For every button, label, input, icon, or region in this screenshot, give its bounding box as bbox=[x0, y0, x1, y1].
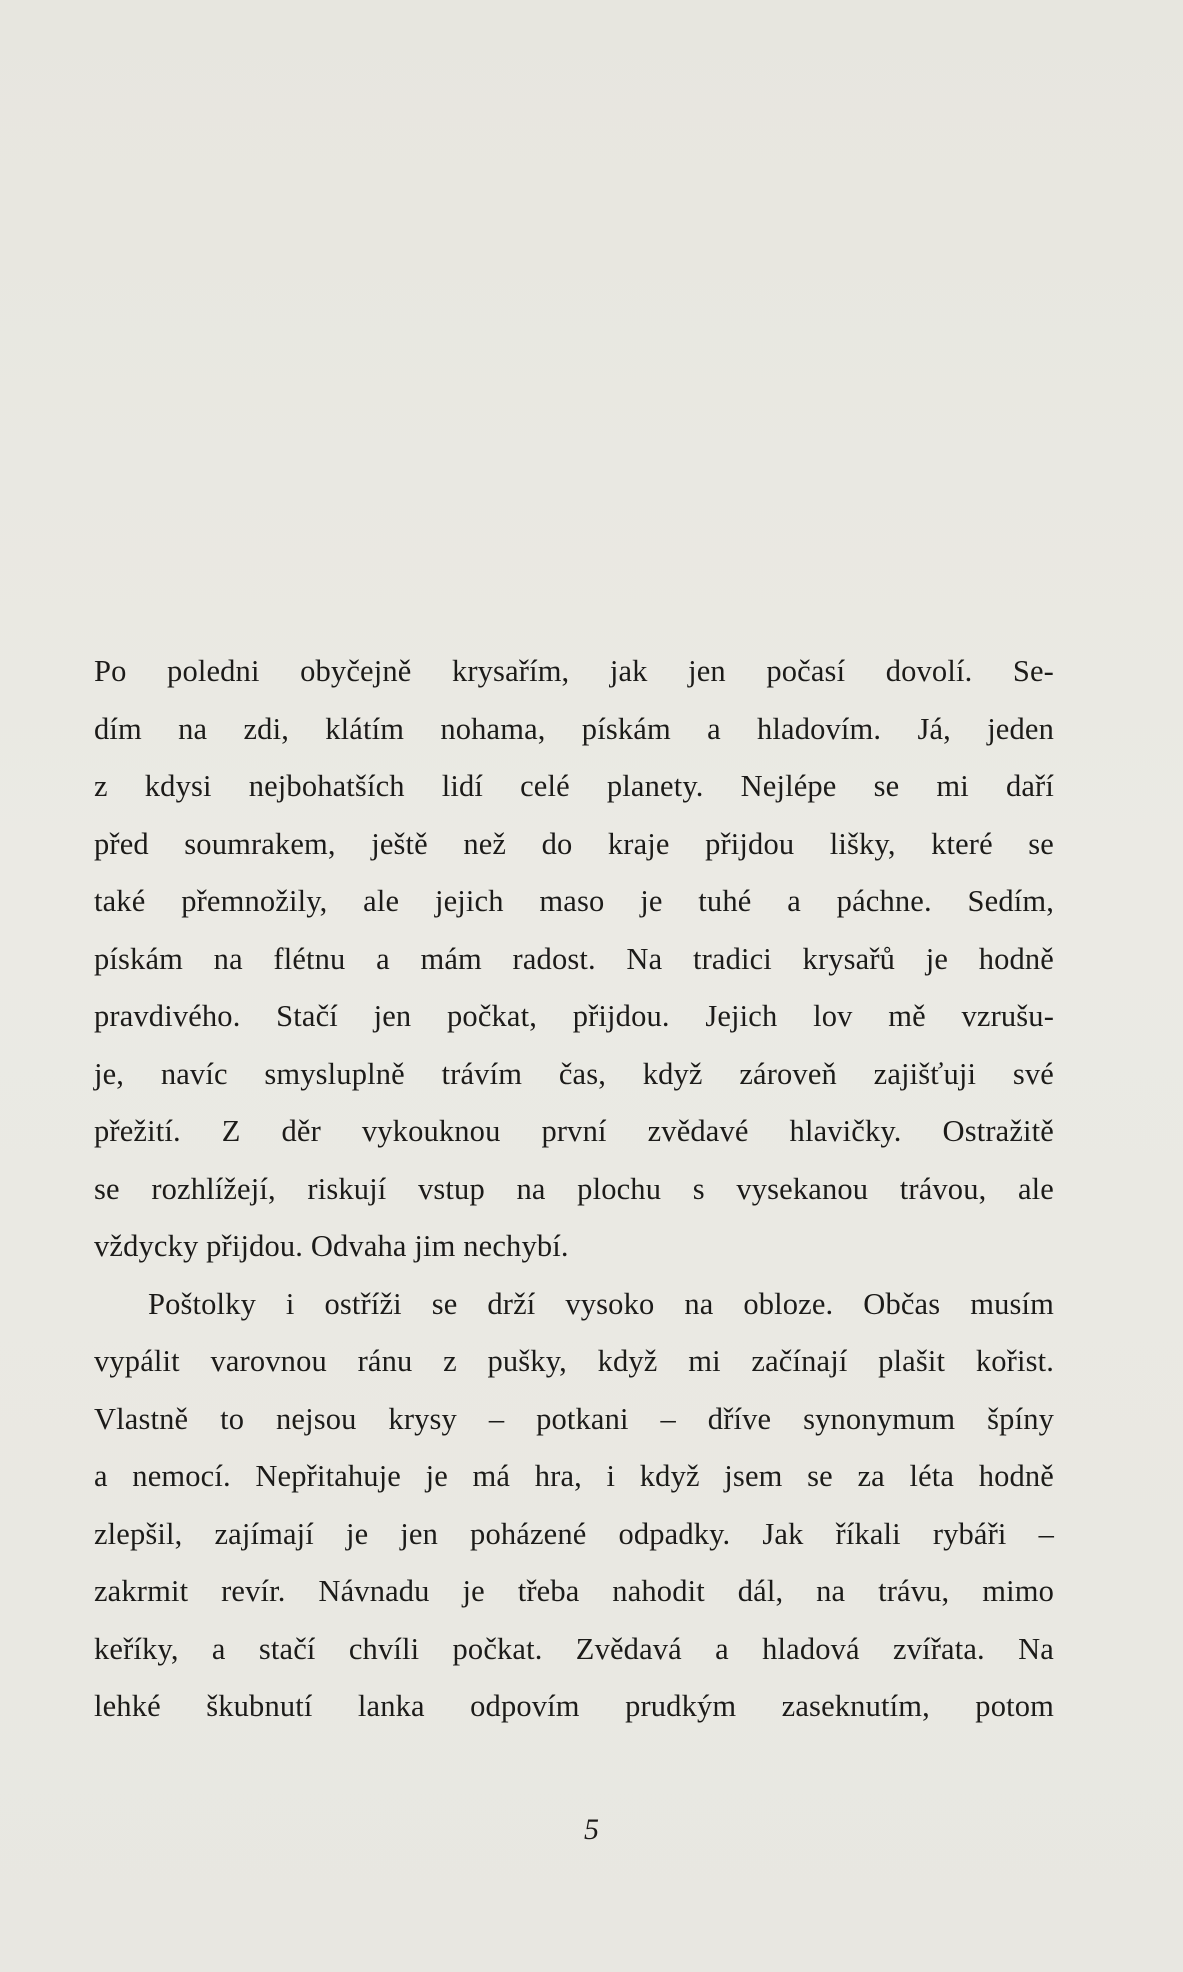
text-line: se rozhlížejí, riskují vstup na plochu s vysekanou trávou, ale bbox=[94, 1171, 1054, 1206]
text-line: Poštolky i ostříži se drží vysoko na obloze. Občas musím bbox=[148, 1286, 1054, 1321]
text-line: pravdivého. Stačí jen počkat, přijdou. Jejich lov mě vzrušu- bbox=[94, 999, 1054, 1033]
text-line: dím na zdi, klátím nohama, pískám a hladovím. Já, jeden bbox=[94, 711, 1054, 746]
text-line: zlepšil, zajímají je jen poházené odpadky. Jak říkali rybáři – bbox=[94, 1516, 1054, 1551]
text-line: před soumrakem, ještě než do kraje přijdou lišky, které se bbox=[94, 826, 1054, 861]
text-line: vždycky přijdou. Odvaha jim nechybí. bbox=[94, 1229, 569, 1263]
text-line: z kdysi nejbohatších lidí celé planety. Nejlépe se mi daří bbox=[94, 769, 1054, 803]
text-line: Vlastně to nejsou krysy – potkani – dříve synonymum špíny bbox=[94, 1401, 1054, 1436]
text-line: zakrmit revír. Návnadu je třeba nahodit dál, na trávu, mimo bbox=[94, 1574, 1054, 1608]
paragraph-2 bbox=[94, 1276, 1054, 1736]
body-text bbox=[94, 643, 1054, 1736]
text-line: a nemocí. Nepřitahuje je má hra, i když jsem se za léta hodně bbox=[94, 1459, 1054, 1493]
text-line: lehké škubnutí lanka odpovím prudkým zaseknutím, potom bbox=[94, 1689, 1054, 1723]
text-line: keříky, a stačí chvíli počkat. Zvědavá a hladová zvířata. Na bbox=[94, 1631, 1054, 1666]
page-number: 5 bbox=[584, 1813, 599, 1846]
text-line: přežití. Z děr vykouknou první zvědavé hlavičky. Ostražitě bbox=[94, 1114, 1054, 1148]
text-line: pískám na flétnu a mám radost. Na tradici krysařů je hodně bbox=[94, 941, 1054, 976]
text-line: vypálit varovnou ránu z pušky, když mi začínají plašit kořist. bbox=[94, 1344, 1054, 1378]
text-line: je, navíc smysluplně trávím čas, když zároveň zajišťuji své bbox=[94, 1056, 1054, 1091]
text-line: Po poledni obyčejně krysařím, jak jen počasí dovolí. Se- bbox=[94, 654, 1054, 688]
paragraph-1 bbox=[94, 643, 1054, 1276]
text-line: také přemnožily, ale jejich maso je tuhé a páchne. Sedím, bbox=[94, 884, 1054, 918]
